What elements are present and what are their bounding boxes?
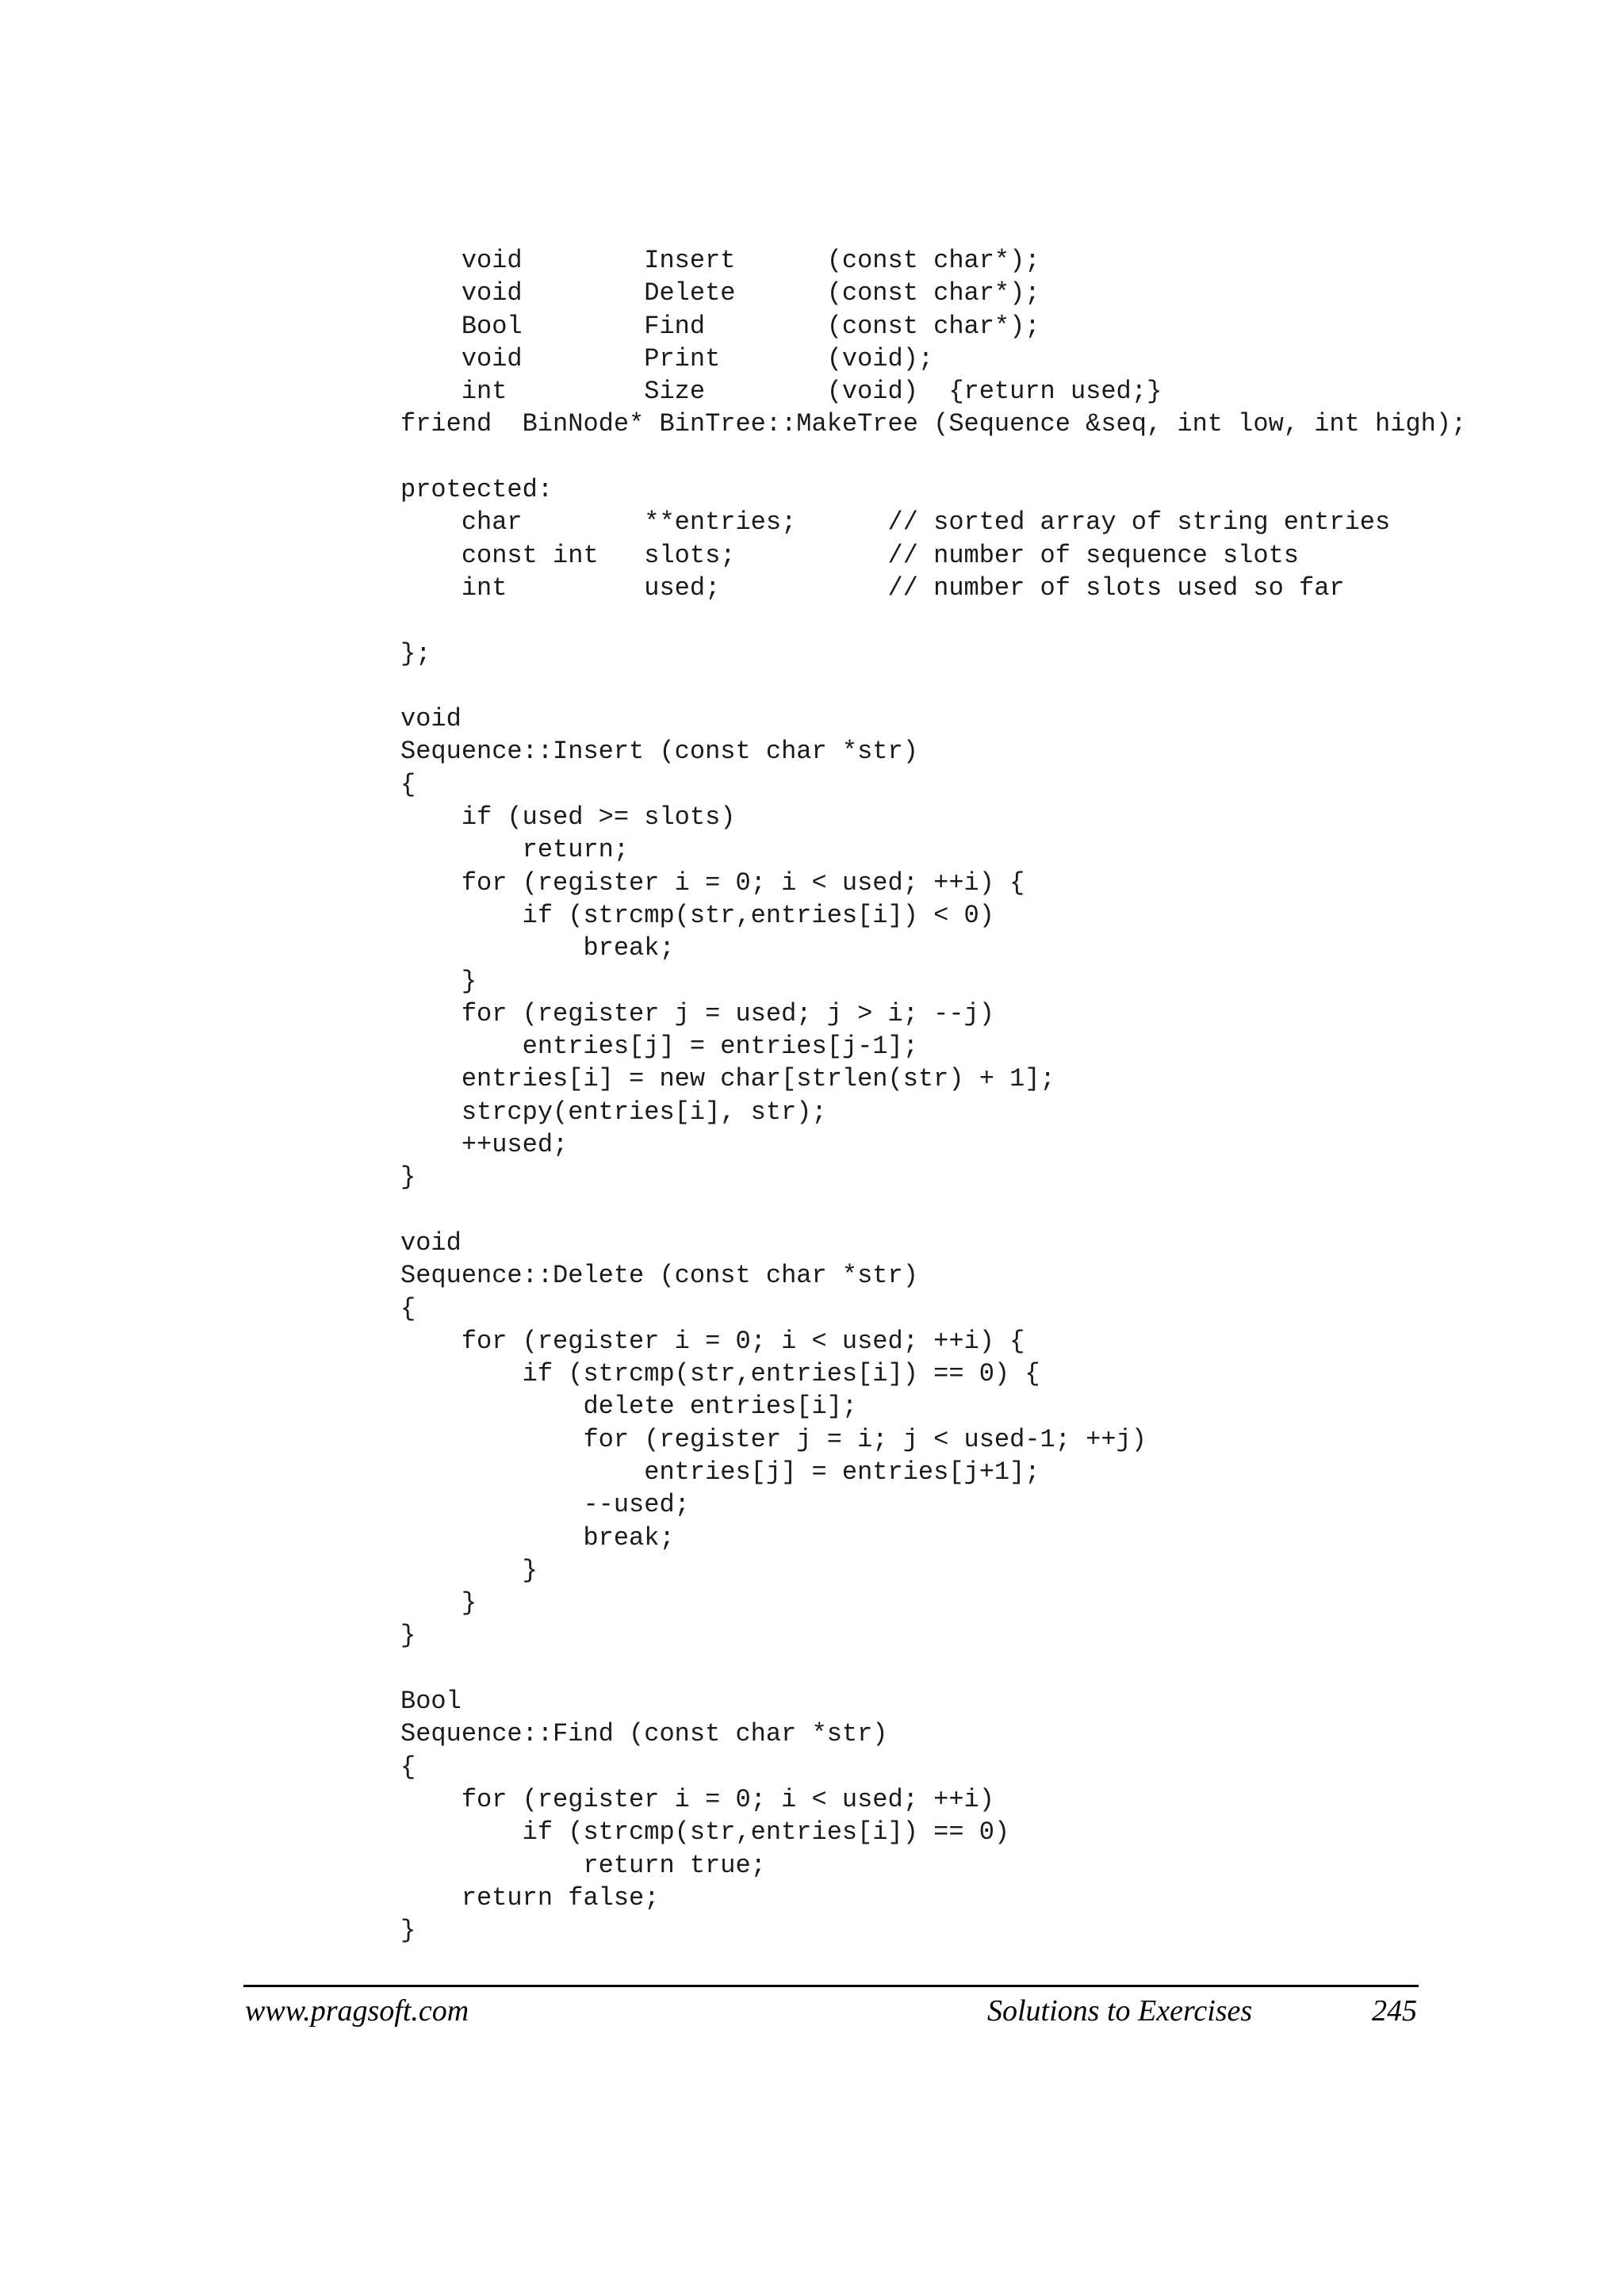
code-line: break;: [400, 933, 675, 963]
code-line: return;: [400, 835, 630, 865]
code-line: ++used;: [400, 1130, 569, 1160]
code-line: for (register i = 0; i < used; ++i) {: [400, 867, 1025, 898]
code-line: for (register i = 0; i < used; ++i) {: [400, 1326, 1025, 1356]
code-line: void Delete (const char*);: [400, 278, 1040, 308]
code-line: entries[j] = entries[j-1];: [400, 1032, 918, 1062]
code-line: {: [400, 1293, 416, 1323]
code-line: }: [400, 1588, 477, 1618]
code-line: [400, 670, 1466, 703]
code-line: Bool Find (const char*);: [400, 311, 1040, 341]
code-line: Sequence::Delete (const char *str): [400, 1261, 918, 1291]
code-line: [400, 604, 1466, 637]
code-line: delete entries[i];: [400, 1392, 858, 1422]
code-line: void Print (void);: [400, 343, 934, 373]
code-line: entries[i] = new char[strlen(str) + 1];: [400, 1064, 1055, 1094]
code-line: return true;: [400, 1850, 766, 1880]
code-line: entries[j] = entries[j+1];: [400, 1457, 1040, 1487]
code-line: }: [400, 1916, 416, 1946]
code-line: int used; // number of slots used so far: [400, 573, 1345, 603]
code-line: Bool: [400, 1687, 462, 1717]
code-line: if (used >= slots): [400, 802, 736, 833]
code-line: [400, 441, 1466, 473]
code-line: {: [400, 769, 416, 799]
code-line: friend BinNode* BinTree::MakeTree (Sequence &seq, int low, int high);: [400, 409, 1467, 439]
page-number: 245: [1372, 1994, 1417, 2028]
code-line: for (register i = 0; i < used; ++i): [400, 1784, 994, 1814]
code-line: }: [400, 1555, 538, 1585]
code-line: void: [400, 1227, 462, 1258]
code-line: const int slots; // number of sequence slots: [400, 540, 1299, 570]
footer-rule: [243, 1985, 1419, 1987]
code-line: for (register j = i; j < used-1; ++j): [400, 1424, 1147, 1454]
footer-section-title: Solutions to Exercises: [987, 1994, 1253, 2028]
code-line: [400, 1194, 1466, 1227]
code-line: }: [400, 1162, 416, 1193]
code-line: }: [400, 1621, 416, 1651]
code-line: strcpy(entries[i], str);: [400, 1097, 827, 1127]
code-line: }: [400, 966, 477, 996]
code-line: if (strcmp(str,entries[i]) == 0): [400, 1817, 1010, 1848]
code-line: for (register j = used; j > i; --j): [400, 998, 994, 1028]
code-line: Sequence::Insert (const char *str): [400, 737, 918, 767]
code-line: protected:: [400, 475, 553, 505]
code-line: };: [400, 638, 431, 668]
code-line: [400, 1653, 1466, 1685]
code-line: char **entries; // sorted array of string entries: [400, 507, 1391, 538]
code-listing: [400, 244, 1466, 1947]
code-line: Sequence::Find (const char *str): [400, 1719, 888, 1749]
code-line: --used;: [400, 1490, 690, 1520]
code-line: break;: [400, 1522, 675, 1553]
code-line: if (strcmp(str,entries[i]) == 0) {: [400, 1359, 1040, 1389]
code-line: void Insert (const char*);: [400, 246, 1040, 275]
code-line: if (strcmp(str,entries[i]) < 0): [400, 900, 994, 930]
code-line: int Size (void) {return used;}: [400, 377, 1162, 407]
code-line: {: [400, 1752, 416, 1782]
page-footer: [243, 1989, 1419, 2033]
code-line: void: [400, 704, 462, 734]
code-line: return false;: [400, 1882, 660, 1913]
footer-website: www.pragsoft.com: [245, 1994, 469, 2028]
